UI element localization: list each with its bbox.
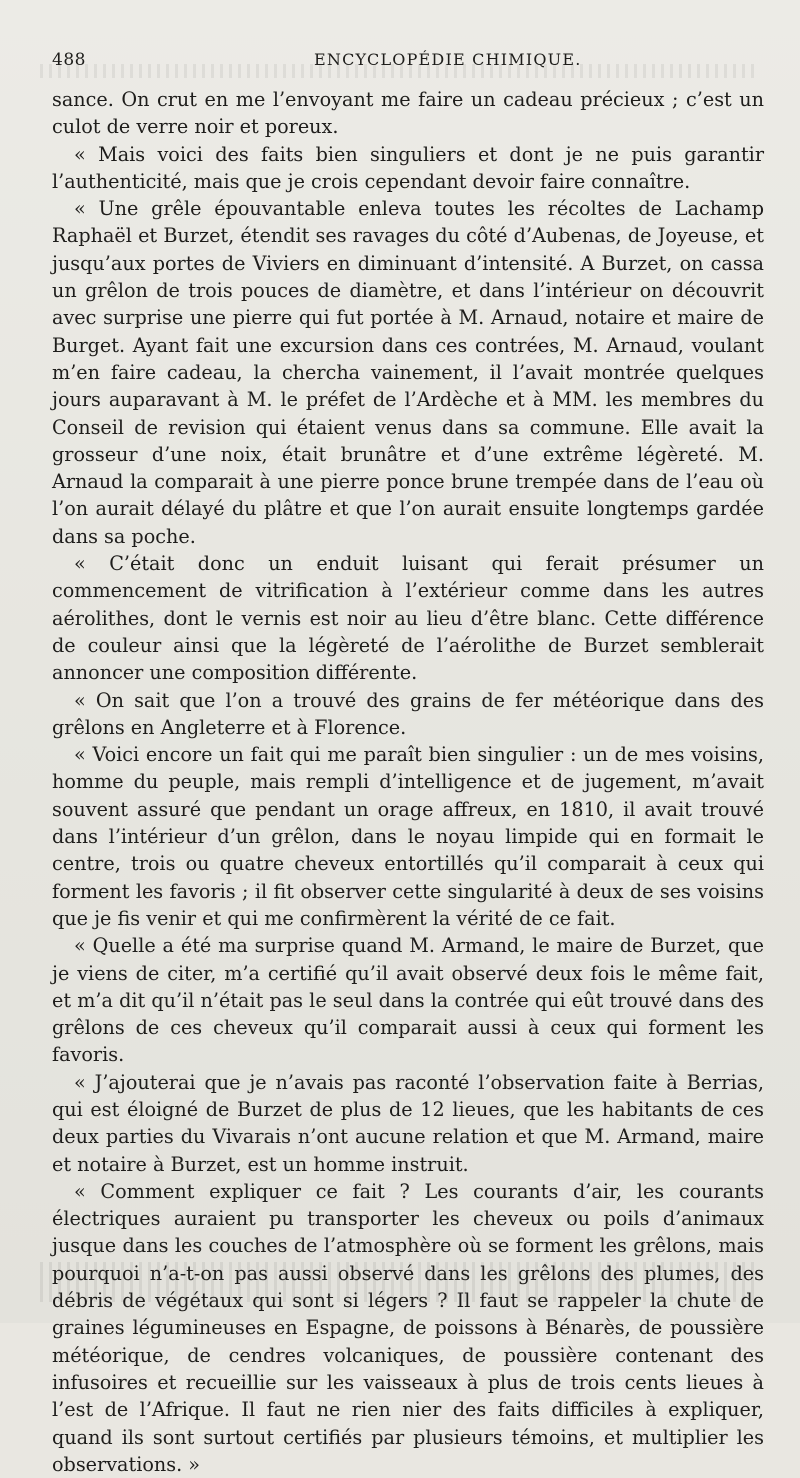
paragraph: « J’ajouterai que je n’avais pas raconté l’observation faite à Berrias, qui est éloigné de Burzet de plus de 12 lieues, que les habitants de ces deux parties du Vivarais n’ont aucune relation et que M. Armand, maire et notaire à Burzet, est un homme instruit. — [52, 1070, 764, 1176]
page-number: 488 — [52, 50, 86, 70]
paragraph: « Quelle a été ma surprise quand M. Armand, le maire de Burzet, que je viens de citer, m’a certifié qu’il avait observé deux fois le même fait, et m’a dit qu’il n’était pas le seul dans la contrée qui eût trouvé dans des grêlons de ces cheveux qu’il comparait aussi à ceux qui forment les favoris. — [52, 934, 764, 1067]
paragraph: sance. On crut en me l’envoyant me faire un cadeau précieux ; c’est un culot de verre noir et poreux. — [52, 88, 764, 139]
paragraph: « Mais voici des faits bien singuliers et dont je ne puis garantir l’authenticité, mais que je crois cependant devoir faire connaître. — [52, 142, 764, 193]
paragraph: « Une grêle épouvantable enleva toutes les récoltes de Lachamp Raphaël et Burzet, étendit ses ravages du côté d’Aubenas, de Joyeuse, et jusqu’aux portes de Viviers en diminuant d’intensité. A Burzet, on cassa un grêlon de trois pouces de diamètre, et dans l’intérieur on découvrit avec surprise une pierre qui fut portée à M. Arnaud, notaire et maire de Burget. Ayant fait une excursion dans ces contrées, M. Arnaud, voulant m’en faire cadeau, la chercha vainement, il l’avait montrée quelques jours auparavant à M. le préfet de l’Ardèche et à MM. les membres du Conseil de revision qui étaient venus dans sa commune. Elle avait la grosseur d’une noix, était brunâtre et d’une extrême légèreté. M. Arnaud la comparait à une pierre ponce brune trempée dans de l’eau où l’on aurait délayé du plâtre et que l’on aurait ensuite longtemps gardée dans sa poche. — [52, 197, 764, 548]
page-header — [52, 50, 767, 72]
body-text — [52, 86, 764, 1478]
running-title: ENCYCLOPÉDIE CHIMIQUE. — [314, 50, 582, 69]
paragraph: « Comment expliquer ce fait ? Les courants d’air, les courants électriques auraient pu transporter les cheveux ou poils d’animaux jusque dans les couches de l’atmosphère où se forment les grêlons, mais pourquoi n’a-t-on pas aussi observé dans les grêlons des plumes, des débris de végétaux qui sont si légers ? Il faut se rappeler la chute de graines légumineuses en Espagne, de poissons à Bénarès, de poussière météorique, de cendres volcaniques, de poussière contenant des infusoires et recueillie sur les vaisseaux à plus de trois cents lieues à l’est de l’Afrique. Il faut ne rien nier des faits difficiles à expliquer, quand ils sont surtout certifiés par plusieurs témoins, et multiplier les observations. » — [52, 1179, 764, 1476]
paragraph: « C’était donc un enduit luisant qui ferait présumer un commencement de vitrification à l’extérieur comme dans les autres aérolithes, dont le vernis est noir au lieu d’être blanc. Cette différence de couleur ainsi que la légèreté de l’aérolithe de Burzet semblerait annoncer une composition différente. — [52, 552, 764, 685]
paragraph: « On sait que l’on a trouvé des grains de fer météorique dans des grêlons en Angleterre et à Florence. — [52, 688, 764, 739]
paragraph: « Voici encore un fait qui me paraît bien singulier : un de mes voisins, homme du peuple, mais rempli d’intelligence et de jugement, m’avait souvent assuré que pendant un orage affreux, en 1810, il avait trouvé dans l’intérieur d’un grêlon, dans le noyau limpide qui en formait le centre, trois ou quatre cheveux entortillés qu’il comparait à ceux qui forment les favoris ; il fit observer cette singularité à deux de ses voisins que je fis venir et qui me confirmèrent la vérité de ce fait. — [52, 743, 764, 930]
